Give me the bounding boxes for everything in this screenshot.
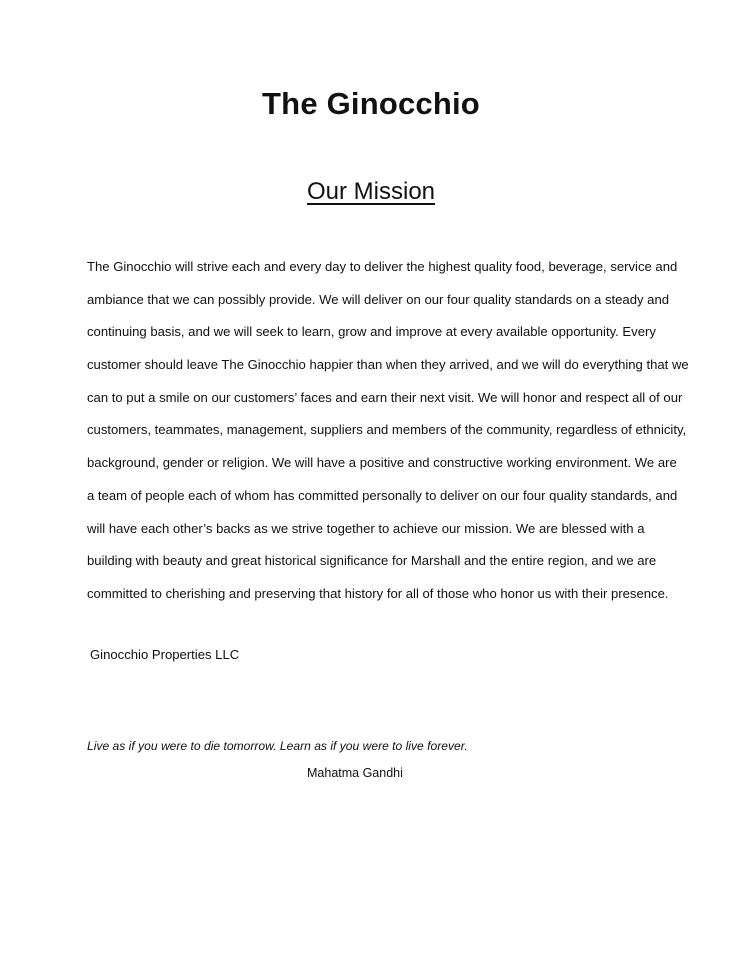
mission-line: a team of people each of whom has committed personally to deliver on our four quality standards, and	[87, 487, 678, 503]
mission-line: continuing basis, and we will seek to learn, grow and improve at every available opportunity. Every	[87, 324, 656, 340]
mission-line: customer should leave The Ginocchio happier than when they arrived, and we will do everything that we	[87, 357, 689, 373]
mission-line: can to put a smile on our customers’ faces and earn their next visit. We will honor and respect all of our	[87, 389, 683, 405]
document-title: The Ginocchio	[262, 86, 480, 121]
mission-line: committed to cherishing and preserving that history for all of those who honor us with their presence.	[87, 585, 669, 601]
mission-line: customers, teammates, management, suppliers and members of the community, regardless of ethnicity,	[87, 422, 687, 438]
mission-line: will have each other’s backs as we strive together to achieve our mission. We are blessed with a	[87, 520, 645, 536]
quote-author: Mahatma Gandhi	[307, 766, 403, 780]
mission-line: building with beauty and great historical significance for Marshall and the entire region, and we are	[87, 553, 657, 569]
company-name: Ginocchio Properties LLC	[90, 647, 240, 662]
mission-line: The Ginocchio will strive each and every day to deliver the highest quality food, beverage, service and	[87, 259, 678, 274]
mission-line: ambiance that we can possibly provide. We will deliver on our four quality standards on a steady and	[87, 291, 670, 307]
quote-text: Live as if you were to die tomorrow. Learn as if you were to live forever.	[87, 739, 468, 753]
mission-heading: Our Mission	[306, 178, 436, 205]
mission-statement	[87, 257, 689, 617]
mission-line: background, gender or religion. We will have a positive and constructive working environment. We are	[87, 455, 677, 471]
